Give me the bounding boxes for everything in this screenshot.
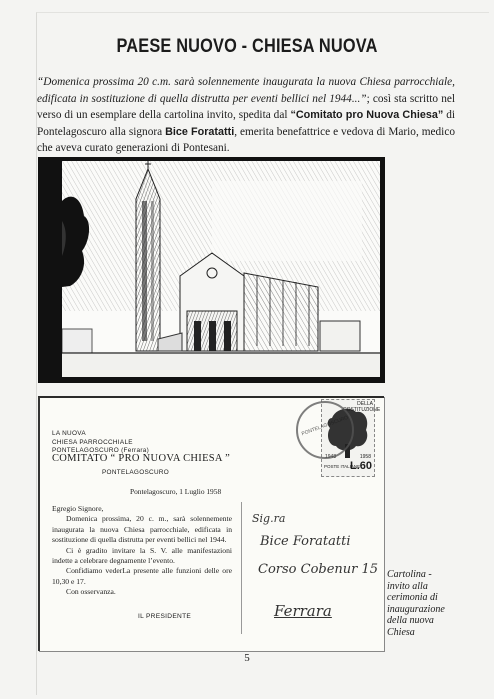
postcard-greeting: Egregio Signore, <box>52 504 104 513</box>
intro-person: Bice Foratatti <box>165 125 235 138</box>
stamp-year: 1948 <box>325 454 337 460</box>
intro-paragraph <box>37 74 455 157</box>
postcard-image <box>38 396 384 651</box>
postcard-comitato: COMITATO “ PRO NUOVA CHIESA ” <box>52 453 231 464</box>
postcard-signature: IL PRESIDENTE <box>138 613 192 620</box>
postcard-header-line: PONTELAGOSCURO (Ferrara) <box>52 447 150 454</box>
stamp-year: 1958 <box>359 454 371 460</box>
postmark-text: PONTELAGOSCURO <box>300 414 350 438</box>
address-line: Corso Cobenur 15 <box>258 562 379 577</box>
postcard-paragraph: Domenica prossima, 20 c. m., sarà solennemente inaugurata la nuova Chiesa parrocchiale, edificata in sostituzione di quella distrutta per eventi bellici nel 1944. <box>52 514 232 545</box>
intro-committee: “Comitato pro Nuova Chiesa” <box>290 109 444 121</box>
page-title: PAESE NUOVO - CHIESA NUOVA <box>116 36 378 57</box>
postcard-date: Pontelagoscuro, 1 Luglio 1958 <box>130 487 222 496</box>
address-line: Bice Foratatti <box>260 534 351 549</box>
intro-quote: “Domenica prossima 20 c.m. sarà solennemente inaugurata la nuova Chiesa parrocchiale, edificata in sostituzione di quella distrutta per eventi bellici nel 1944...” <box>37 76 455 105</box>
postcard-header-line: LA NUOVA <box>52 430 86 437</box>
figure-caption: Cartolina - invito alla cerimonia di inaugurazione della nuova Chiesa <box>387 569 445 638</box>
intro-text-3: , emerita benefattrice e vedova di Mario, medico che aveva curato generazioni di Pontesani. <box>37 125 455 154</box>
stamp-right-text: DELLA COSTITUZIONE <box>343 401 381 413</box>
intro-text-2: di Pontelagoscuro alla signora <box>37 109 455 138</box>
postcard-closing: Con osservanza. <box>66 587 116 597</box>
church-drawing <box>38 157 385 383</box>
page-number: 5 <box>244 652 250 664</box>
stamp-country: POSTE ITALIANE <box>324 464 361 469</box>
church-illustration <box>62 161 380 377</box>
postcard-paragraph: Ci è gradito invitare la S. V. alle manifestazioni indette a celebrare degnamente l’evento. <box>52 545 232 566</box>
church-drawing-paper <box>62 161 380 377</box>
postcard-body <box>52 504 232 598</box>
address-line: Sig.ra <box>252 512 286 525</box>
postmark <box>296 401 354 459</box>
postcard-header-line: CHIESA PARROCCHIALE <box>52 439 133 446</box>
stamp-value: L.60 <box>349 460 372 472</box>
intro-text-1: ; così sta scritto nel verso di un esemplare della cartolina invito, spedita dal <box>37 92 455 121</box>
postcard-divider <box>241 502 242 634</box>
address-line: Ferrara <box>274 602 332 620</box>
postcard-place: PONTELAGOSCURO <box>102 469 170 476</box>
postcard-paragraph: Confidiamo vederLa presente alle funzioni delle ore 10,30 e 17. <box>52 566 232 586</box>
